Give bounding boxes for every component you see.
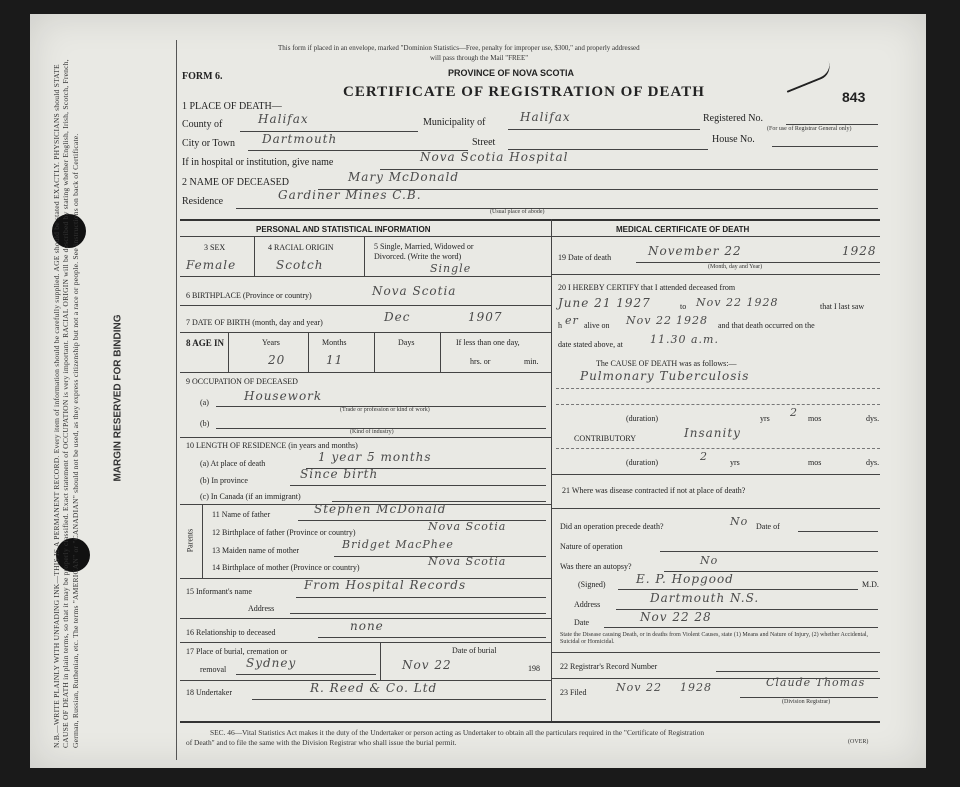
street-label: Street bbox=[472, 137, 496, 148]
sign-date-label: Date bbox=[574, 618, 590, 627]
mother-bp-value: Nova Scotia bbox=[428, 555, 507, 568]
hospital-label: If in hospital or institution, give name bbox=[182, 157, 334, 168]
age-divider-4 bbox=[440, 332, 441, 372]
parents-label: Parents bbox=[185, 528, 195, 553]
footer-divider bbox=[180, 721, 880, 723]
burial-label-2: removal bbox=[200, 665, 227, 674]
registrar-signature-line bbox=[740, 697, 878, 698]
residence-length-label: 10 LENGTH OF RESIDENCE (in years and months) bbox=[186, 441, 358, 450]
house-label: House No. bbox=[712, 134, 755, 145]
burial-place-line bbox=[236, 674, 376, 675]
age-divider-1 bbox=[228, 332, 229, 372]
burial-divider bbox=[380, 642, 381, 680]
mother-bp-label: 14 Birthplace of mother (Province or country) bbox=[212, 563, 360, 572]
contributory-label: CONTRIBUTORY bbox=[574, 434, 637, 443]
contributory-line bbox=[556, 448, 880, 449]
burial-place-value: Sydney bbox=[246, 656, 297, 670]
medical-heading-rule bbox=[551, 236, 880, 237]
filed-label: 23 Filed bbox=[560, 688, 587, 697]
occupation-label: 9 OCCUPATION OF DECEASED bbox=[186, 377, 298, 386]
city-label: City or Town bbox=[182, 138, 236, 149]
residence-line bbox=[236, 208, 878, 209]
contributory-value: Insanity bbox=[684, 426, 741, 440]
marital-label-2: Divorced. (Write the word) bbox=[374, 252, 462, 261]
hospital-value: Nova Scotia Hospital bbox=[420, 150, 569, 164]
footer-line-1: SEC. 46—Vital Statistics Act makes it the duty of the Undertaker or person acting as Undertaker to obtain all the particulars required in the "Certificate of Registration bbox=[210, 728, 705, 737]
municipality-value: Halifax bbox=[520, 110, 571, 124]
medical-rule-3 bbox=[551, 508, 880, 509]
registered-label: Registered No. bbox=[703, 113, 763, 124]
birthplace-value: Nova Scotia bbox=[372, 284, 457, 298]
nature-line bbox=[660, 551, 878, 552]
relationship-line bbox=[318, 637, 546, 638]
residence-label: Residence bbox=[182, 196, 224, 207]
cause-duration-label: (duration) bbox=[626, 414, 658, 423]
registrar-signature: Claude Thomas bbox=[766, 676, 866, 689]
informant-address-line bbox=[290, 613, 546, 614]
notice-line-2: will pass through the Mail "FREE" bbox=[430, 54, 529, 62]
informant-value: From Hospital Records bbox=[304, 578, 467, 592]
alive-label: alive on bbox=[584, 321, 610, 330]
notice-line-1: This form if placed in an envelope, marked "Dominion Statistics—Free, penalty for improper use, $300," and properly addressed bbox=[278, 44, 640, 52]
death-time-value: 11.30 a.m. bbox=[650, 333, 719, 346]
sex-label: 3 SEX bbox=[204, 243, 226, 252]
death-date-label: 19 Date of death bbox=[558, 253, 612, 262]
signed-value: E. P. Hopgood bbox=[636, 572, 734, 586]
burial-date-value: Nov 22 bbox=[402, 658, 452, 672]
row-rule-4 bbox=[180, 372, 551, 373]
county-value: Halifax bbox=[258, 112, 309, 126]
cause-value: Pulmonary Tuberculosis bbox=[580, 369, 750, 383]
footer-over: (OVER) bbox=[848, 739, 869, 745]
marital-value: Single bbox=[430, 262, 472, 275]
registered-note: (For use of Registrar General only) bbox=[767, 126, 852, 132]
personal-heading: PERSONAL AND STATISTICAL INFORMATION bbox=[256, 225, 431, 234]
contrib-dys-label: dys. bbox=[866, 458, 880, 467]
informant-line bbox=[296, 597, 546, 598]
registrar-record-label: 22 Registrar's Record Number bbox=[560, 662, 658, 671]
dob-year: 1907 bbox=[468, 310, 503, 324]
municipality-line bbox=[508, 129, 700, 130]
physician-address-value: Dartmouth N.S. bbox=[650, 591, 760, 605]
undertaker-line bbox=[252, 699, 546, 700]
father-line bbox=[298, 520, 546, 521]
row-rule-1 bbox=[180, 276, 551, 277]
dob-label: 7 DATE OF BIRTH (month, day and year) bbox=[186, 318, 323, 327]
her-label: h bbox=[558, 321, 562, 330]
autopsy-value: No bbox=[700, 554, 719, 567]
municipality-label: Municipality of bbox=[423, 117, 486, 128]
relationship-label: 16 Relationship to deceased bbox=[186, 628, 276, 637]
racial-value: Scotch bbox=[276, 258, 324, 272]
attended-to-value: Nov 22 1928 bbox=[696, 296, 779, 309]
hrs-label: hrs. or bbox=[470, 357, 491, 366]
row-rule-3 bbox=[180, 332, 551, 333]
burial-year-value: 198 bbox=[528, 664, 540, 673]
res-c-label: (c) In Canada (if an immigrant) bbox=[200, 492, 301, 501]
province-title: PROVINCE OF NOVA SCOTIA bbox=[448, 68, 575, 78]
filed-date-value: Nov 22 bbox=[616, 681, 662, 694]
contrib-duration-label: (duration) bbox=[626, 458, 658, 467]
sex-divider bbox=[254, 236, 255, 276]
alive-date-value: Nov 22 bbox=[626, 314, 672, 327]
occupation-value: Housework bbox=[244, 389, 323, 403]
undertaker-value: R. Reed & Co. Ltd bbox=[310, 681, 438, 695]
attended-from-value: June 21 1927 bbox=[558, 296, 651, 310]
occurred-label: and that death occurred on the bbox=[718, 321, 815, 330]
res-a-label: (a) At place of death bbox=[200, 459, 266, 468]
medical-rule-2 bbox=[551, 474, 880, 475]
racial-label: 4 RACIAL ORIGIN bbox=[268, 243, 334, 252]
cause-dys-label: dys. bbox=[866, 414, 880, 423]
occ-industry-note: (Kind of industry) bbox=[350, 429, 394, 435]
burial-date-label: Date of burial bbox=[452, 646, 497, 655]
footer-line-2: of Death" and to file the same with the Division Registrar who shall issue the burial permit. bbox=[186, 738, 457, 747]
cause-label: The CAUSE OF DEATH was as follows:— bbox=[596, 359, 737, 368]
occ-trade-note: (Trade or profession or kind of work) bbox=[340, 407, 430, 413]
age-label: 8 AGE IN bbox=[186, 338, 225, 348]
undertaker-label: 18 Undertaker bbox=[186, 688, 232, 697]
burial-label-1: 17 Place of burial, cremation or bbox=[186, 647, 288, 656]
op-date-label: Date of bbox=[756, 522, 780, 531]
age-divider-3 bbox=[374, 332, 375, 372]
informant-address-label: Address bbox=[248, 604, 275, 613]
occ-a-label: (a) bbox=[200, 398, 209, 407]
mother-value: Bridget MacPhee bbox=[342, 538, 454, 551]
margin-title: MARGIN RESERVED FOR BINDING bbox=[112, 314, 124, 482]
contrib-yrs-label: yrs bbox=[730, 458, 740, 467]
date-stated-label: date stated above, at bbox=[558, 340, 623, 349]
informant-label: 15 Informant's name bbox=[186, 587, 252, 596]
father-value: Stephen McDonald bbox=[314, 502, 447, 516]
row-rule-2 bbox=[180, 305, 551, 306]
less-day-label: If less than one day, bbox=[456, 338, 520, 347]
violence-note: State the Disease causing Death, or in deaths from Violent Causes, state (1) Means and Nature of Injury, (2) whether Accidental, Suicidal or Homicidal. bbox=[560, 632, 869, 645]
row-rule-9 bbox=[180, 642, 551, 643]
cause-mos-label: mos bbox=[808, 414, 822, 423]
death-date-year: 1928 bbox=[842, 244, 877, 258]
signed-label: (Signed) bbox=[578, 580, 606, 589]
city-value: Dartmouth bbox=[262, 132, 338, 146]
medical-rule-4 bbox=[551, 652, 880, 653]
age-divider-2 bbox=[308, 332, 309, 372]
birthplace-label: 6 BIRTHPLACE (Province or country) bbox=[186, 291, 312, 300]
age-years-label: Years bbox=[262, 338, 280, 347]
min-label: min. bbox=[524, 357, 539, 366]
last-saw-label: that I last saw bbox=[820, 302, 865, 311]
division-registrar-note: (Division Registrar) bbox=[782, 699, 831, 705]
cause-line-2 bbox=[556, 404, 880, 405]
margin-rule bbox=[176, 40, 177, 760]
registered-line bbox=[786, 124, 878, 125]
contrib-mos-label: mos bbox=[808, 458, 822, 467]
death-date-line bbox=[636, 262, 880, 263]
house-line bbox=[772, 146, 878, 147]
operation-value: No bbox=[730, 515, 749, 528]
cause-months-value: 2 bbox=[790, 406, 798, 419]
place-heading: 1 PLACE OF DEATH— bbox=[182, 101, 282, 112]
parents-divider bbox=[202, 504, 203, 578]
medical-heading: MEDICAL CERTIFICATE OF DEATH bbox=[616, 225, 750, 234]
section-divider bbox=[180, 219, 880, 221]
certificate-title: CERTIFICATE OF REGISTRATION OF DEATH bbox=[343, 84, 705, 100]
dob-month: Dec bbox=[384, 310, 411, 324]
contrib-years-value: 2 bbox=[700, 450, 708, 463]
age-months-value: 11 bbox=[326, 353, 344, 367]
occ-b-label: (b) bbox=[200, 419, 210, 428]
op-date-line bbox=[798, 531, 878, 532]
res-b-label: (b) In province bbox=[200, 476, 248, 485]
sign-date-value: Nov 22 28 bbox=[640, 610, 712, 624]
filed-year-value: 1928 bbox=[680, 681, 712, 694]
father-label: 11 Name of father bbox=[212, 510, 271, 519]
form-number: FORM 6. bbox=[182, 71, 223, 82]
deceased-name-label: 2 NAME OF DECEASED bbox=[182, 177, 289, 188]
age-months-label: Months bbox=[322, 338, 347, 347]
racial-divider bbox=[364, 236, 365, 276]
margin-instructions: N.B.—WRITE PLAINLY WITH UNFADING INK—THIS IS A PERMANENT RECORD. Every item of information should be carefully supplied. AGE should be stated EXACTLY. PHYSICIANS should STATE CAUSE OF DEATH in plain terms, so that it may be properly classified. Exact statement of OCCUPATION is very important. RACIAL ORIGIN will be described by stating whether English, Irish, Scotch, French, German, Russian, Ruthenian, etc. The terms "AMERICAN" or "CANADIAN" should not be used, as they express citizenship but not a race or people. See instructions on back of Certificate. bbox=[51, 59, 80, 748]
age-days-label: Days bbox=[398, 338, 415, 347]
column-divider bbox=[551, 219, 552, 721]
residence-value: Gardiner Mines C.B. bbox=[278, 188, 422, 202]
certify-label: 20 I HEREBY CERTIFY that I attended deceased from bbox=[558, 283, 736, 292]
personal-heading-rule bbox=[180, 236, 551, 237]
md-label: M.D. bbox=[862, 580, 879, 589]
cause-yrs-label: yrs bbox=[760, 414, 770, 423]
operation-label: Did an operation precede death? bbox=[560, 522, 664, 531]
certificate-number: 843 bbox=[842, 89, 866, 105]
county-label: County of bbox=[182, 119, 223, 130]
registrar-record-line bbox=[716, 671, 878, 672]
autopsy-label: Was there an autopsy? bbox=[560, 562, 632, 571]
death-date-note: (Month, day and Year) bbox=[708, 264, 763, 270]
father-bp-label: 12 Birthplace of father (Province or country) bbox=[212, 528, 356, 537]
contracted-label: 21 Where was disease contracted if not at place of death? bbox=[562, 486, 746, 495]
cause-line-1 bbox=[556, 388, 880, 389]
res-b-line bbox=[290, 485, 546, 486]
mother-label: 13 Maiden name of mother bbox=[212, 546, 300, 555]
row-rule-5 bbox=[180, 437, 551, 438]
sex-value: Female bbox=[186, 258, 237, 272]
res-a-value: 1 year 5 months bbox=[318, 450, 432, 464]
signed-line bbox=[618, 589, 858, 590]
age-years-value: 20 bbox=[268, 353, 286, 367]
nature-label: Nature of operation bbox=[560, 542, 623, 551]
death-date-value: November 22 bbox=[648, 244, 742, 258]
abode-note: (Usual place of abode) bbox=[490, 209, 545, 215]
marital-label-1: 5 Single, Married, Widowed or bbox=[374, 242, 474, 251]
relationship-value: none bbox=[350, 619, 384, 633]
alive-year-value: 1928 bbox=[676, 314, 708, 327]
medical-rule-1 bbox=[551, 274, 880, 275]
deceased-name-value: Mary McDonald bbox=[348, 170, 460, 184]
to-label: to bbox=[680, 302, 687, 311]
physician-address-label: Address bbox=[574, 600, 601, 609]
her-value: er bbox=[565, 314, 579, 327]
sign-date-line bbox=[604, 627, 878, 628]
res-b-value: Since birth bbox=[300, 467, 379, 481]
father-bp-value: Nova Scotia bbox=[428, 520, 507, 533]
